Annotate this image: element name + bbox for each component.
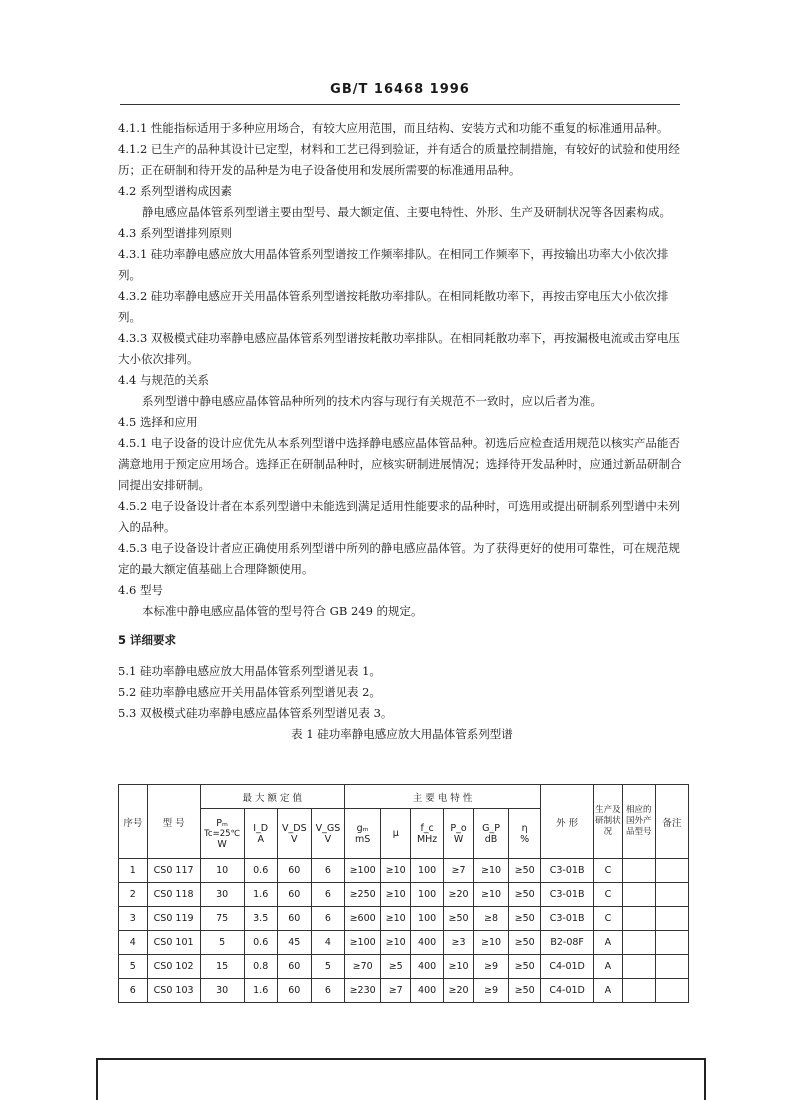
heading-4-2: 4.2 系列型谱构成因素: [118, 184, 232, 198]
cell-vgs: 6: [311, 859, 344, 883]
header-gp-unit: dB: [484, 833, 498, 845]
cell-id: 1.6: [244, 979, 277, 1003]
cell-eta: ≥50: [509, 907, 541, 931]
cell-outline: C3-01B: [541, 883, 594, 907]
heading-4-4: 4.4 与规范的关系: [118, 373, 209, 387]
clause-4-2-text: 静电感应晶体管系列型谱主要由型号、最大额定值、主要电特性、外形、生产及研制状况等各因素构成。: [142, 205, 671, 219]
cell-outline: C3-01B: [541, 859, 594, 883]
cell-status: A: [594, 955, 623, 979]
cell-seq: 5: [119, 955, 148, 979]
header-mu: [381, 809, 411, 859]
cell-eta: ≥50: [509, 859, 541, 883]
header-vgs-name: V_GS: [315, 822, 341, 834]
cell-vds: 60: [277, 859, 311, 883]
cell-vgs: 4: [311, 931, 344, 955]
table-row: [119, 859, 689, 883]
cell-remark: [655, 955, 688, 979]
table-row: [119, 907, 689, 931]
header-po: [444, 809, 474, 859]
header-pm-cond: Tc=25℃: [204, 828, 241, 839]
cell-equivalent: [622, 955, 655, 979]
header-seq: 序号: [119, 785, 148, 859]
header-eta-name: η: [521, 822, 528, 834]
cell-vds: 60: [277, 955, 311, 979]
cell-remark: [655, 883, 688, 907]
cell-fc: 400: [411, 955, 444, 979]
clause-4-4-text: 系列型谱中静电感应晶体管品种所列的技术内容与现行有关规范不一致时，应以后者为准。: [142, 394, 602, 408]
cell-status: A: [594, 931, 623, 955]
cell-id: 0.6: [244, 931, 277, 955]
cell-equivalent: [622, 859, 655, 883]
cell-status: A: [594, 979, 623, 1003]
heading-4-5: 4.5 选择和应用: [118, 415, 198, 429]
cell-gm: ≥100: [344, 931, 380, 955]
cell-gm: ≥100: [344, 859, 380, 883]
header-fc-name: f_c: [420, 822, 434, 834]
cell-remark: [655, 931, 688, 955]
header-outline: 外 形: [541, 785, 594, 859]
cell-po: ≥7: [444, 859, 474, 883]
cell-vgs: 6: [311, 979, 344, 1003]
header-pm: [200, 809, 244, 859]
cell-vds: 60: [277, 907, 311, 931]
cell-mu: ≥7: [381, 979, 411, 1003]
header-fc: [411, 809, 444, 859]
cell-remark: [655, 907, 688, 931]
cell-pm: 15: [200, 955, 244, 979]
cell-fc: 100: [411, 859, 444, 883]
cell-eta: ≥50: [509, 883, 541, 907]
clause-4-3-1: 4.3.1 硅功率静电感应放大用晶体管系列型谱按工作频率排队。在相同工作频率下，再按输出功率大小依次排列。: [118, 247, 669, 282]
clause-4-3-3: 4.3.3 双极模式硅功率静电感应晶体管系列型谱按耗散功率排队。在相同耗散功率下，再按漏极电流或击穿电压大小依次排列。: [118, 331, 680, 366]
cell-vds: 45: [277, 931, 311, 955]
cell-remark: [655, 979, 688, 1003]
cell-status: C: [594, 907, 623, 931]
cell-vds: 60: [277, 883, 311, 907]
cell-model: CS0 117: [147, 859, 200, 883]
footer-frame: [96, 1058, 706, 1100]
clause-4-1-2: 4.1.2 已生产的品种其设计已定型，材料和工艺已得到验证，并有适合的质量控制措施，有较好的试验和使用经历；正在研制和待开发的品种是为电子设备使用和发展所需要的标准通用品种。: [118, 142, 680, 177]
header-pm-name: Pₘ: [216, 817, 228, 829]
header-eta-unit: %: [520, 833, 530, 845]
header-gp-name: G_P: [482, 822, 500, 834]
table-caption: 表 1 硅功率静电感应放大用晶体管系列型谱: [291, 727, 513, 741]
header-fc-unit: MHz: [416, 833, 438, 845]
cell-eta: ≥50: [509, 979, 541, 1003]
header-rule: [120, 104, 680, 105]
header-status: 生产及研制状况: [594, 785, 623, 859]
table-row: [119, 883, 689, 907]
cell-equivalent: [622, 979, 655, 1003]
table-row: [119, 979, 689, 1003]
header-max-ratings: 最 大 额 定 值: [200, 785, 344, 809]
document-body: [118, 118, 686, 744]
cell-gm: ≥250: [344, 883, 380, 907]
page-header: GB/T 16468 1996: [330, 82, 470, 97]
cell-vds: 60: [277, 979, 311, 1003]
cell-vgs: 5: [311, 955, 344, 979]
cell-vgs: 6: [311, 883, 344, 907]
header-gp: [473, 809, 508, 859]
cell-mu: ≥10: [381, 859, 411, 883]
cell-gm: ≥70: [344, 955, 380, 979]
cell-equivalent: [622, 907, 655, 931]
cell-outline: C3-01B: [541, 907, 594, 931]
header-pm-unit: W: [217, 838, 227, 850]
cell-pm: 5: [200, 931, 244, 955]
cell-mu: ≥10: [381, 907, 411, 931]
header-gm-name: gₘ: [356, 822, 369, 834]
table-row: [119, 955, 689, 979]
cell-status: C: [594, 859, 623, 883]
cell-seq: 4: [119, 931, 148, 955]
clause-4-1-1: 4.1.1 性能指标适用于多种应用场合，有较大应用范围，而且结构、安装方式和功能不重复的标准通用品种。: [118, 121, 669, 135]
cell-gp: ≥10: [473, 859, 508, 883]
cell-remark: [655, 859, 688, 883]
cell-model: CS0 101: [147, 931, 200, 955]
header-id: [244, 809, 277, 859]
clause-4-3-2: 4.3.2 硅功率静电感应开关用晶体管系列型谱按耗散功率排队。在相同耗散功率下，再按击穿电压大小依次排列。: [118, 289, 669, 324]
cell-model: CS0 102: [147, 955, 200, 979]
header-mu-name: μ: [392, 828, 399, 839]
cell-pm: 10: [200, 859, 244, 883]
cell-po: ≥10: [444, 955, 474, 979]
cell-outline: B2-08F: [541, 931, 594, 955]
header-vgs: [311, 809, 344, 859]
clause-4-5-2: 4.5.2 电子设备设计者在本系列型谱中未能选到满足适用性能要求的品种时，可选用或提出研制系列型谱中未列入的品种。: [118, 499, 680, 534]
cell-gm: ≥230: [344, 979, 380, 1003]
cell-po: ≥20: [444, 979, 474, 1003]
cell-gp: ≥9: [473, 979, 508, 1003]
header-vds-unit: V: [291, 833, 298, 845]
cell-model: CS0 118: [147, 883, 200, 907]
cell-gp: ≥9: [473, 955, 508, 979]
cell-po: ≥50: [444, 907, 474, 931]
header-po-name: P_o: [450, 822, 467, 834]
cell-id: 0.6: [244, 859, 277, 883]
cell-pm: 30: [200, 979, 244, 1003]
heading-4-6: 4.6 型号: [118, 583, 163, 597]
cell-seq: 1: [119, 859, 148, 883]
cell-status: C: [594, 883, 623, 907]
header-electrical: 主 要 电 特 性: [344, 785, 540, 809]
clause-5-1: 5.1 硅功率静电感应放大用晶体管系列型谱见表 1。: [118, 664, 381, 678]
cell-outline: C4-01D: [541, 955, 594, 979]
cell-pm: 30: [200, 883, 244, 907]
clause-4-6-text: 本标准中静电感应晶体管的型号符合 GB 249 的规定。: [142, 604, 423, 618]
cell-equivalent: [622, 931, 655, 955]
cell-mu: ≥5: [381, 955, 411, 979]
header-id-unit: A: [257, 833, 264, 845]
header-gm: [344, 809, 380, 859]
cell-gp: ≥10: [473, 931, 508, 955]
cell-model: CS0 103: [147, 979, 200, 1003]
cell-pm: 75: [200, 907, 244, 931]
clause-5-3: 5.3 双极模式硅功率静电感应晶体管系列型谱见表 3。: [118, 706, 393, 720]
cell-vgs: 6: [311, 907, 344, 931]
cell-id: 3.5: [244, 907, 277, 931]
cell-equivalent: [622, 883, 655, 907]
cell-id: 1.6: [244, 883, 277, 907]
cell-gp: ≥8: [473, 907, 508, 931]
heading-4-3: 4.3 系列型谱排列原则: [118, 226, 232, 240]
clause-4-5-1: 4.5.1 电子设备的设计应优先从本系列型谱中选择静电感应晶体管品种。初选后应检查适用规范以核实产品能否满意地用于预定应用场合。选择正在研制品种时，应核实研制进展情况；选择待开发品种时，应通过新品研制合同提出安排研制。: [118, 436, 682, 492]
header-gm-unit: mS: [354, 833, 371, 845]
header-model: 型 号: [147, 785, 200, 859]
cell-seq: 2: [119, 883, 148, 907]
header-equivalent: 相应的国外产品型号: [622, 785, 655, 859]
header-vds-name: V_DS: [282, 822, 307, 834]
cell-po: ≥3: [444, 931, 474, 955]
header-eta: [509, 809, 541, 859]
cell-id: 0.8: [244, 955, 277, 979]
cell-gm: ≥600: [344, 907, 380, 931]
header-vds: [277, 809, 311, 859]
table-row: [119, 931, 689, 955]
cell-eta: ≥50: [509, 931, 541, 955]
spec-table: [118, 784, 689, 1003]
header-remark: 备注: [655, 785, 688, 859]
cell-model: CS0 119: [147, 907, 200, 931]
cell-po: ≥20: [444, 883, 474, 907]
cell-seq: 6: [119, 979, 148, 1003]
cell-mu: ≥10: [381, 883, 411, 907]
cell-fc: 100: [411, 907, 444, 931]
cell-outline: C4-01D: [541, 979, 594, 1003]
cell-gp: ≥10: [473, 883, 508, 907]
cell-mu: ≥10: [381, 931, 411, 955]
cell-seq: 3: [119, 907, 148, 931]
header-id-name: I_D: [253, 822, 269, 834]
clause-4-5-3: 4.5.3 电子设备设计者应正确使用系列型谱中所列的静电感应晶体管。为了获得更好的使用可靠性，可在规范规定的最大额定值基础上合理降额使用。: [118, 541, 680, 576]
chapter-5-heading: 5 详细要求: [118, 633, 177, 647]
cell-fc: 400: [411, 931, 444, 955]
cell-fc: 100: [411, 883, 444, 907]
clause-5-2: 5.2 硅功率静电感应开关用晶体管系列型谱见表 2。: [118, 685, 381, 699]
header-vgs-unit: V: [324, 833, 332, 845]
cell-eta: ≥50: [509, 955, 541, 979]
header-po-unit: W: [453, 833, 464, 845]
cell-fc: 400: [411, 979, 444, 1003]
